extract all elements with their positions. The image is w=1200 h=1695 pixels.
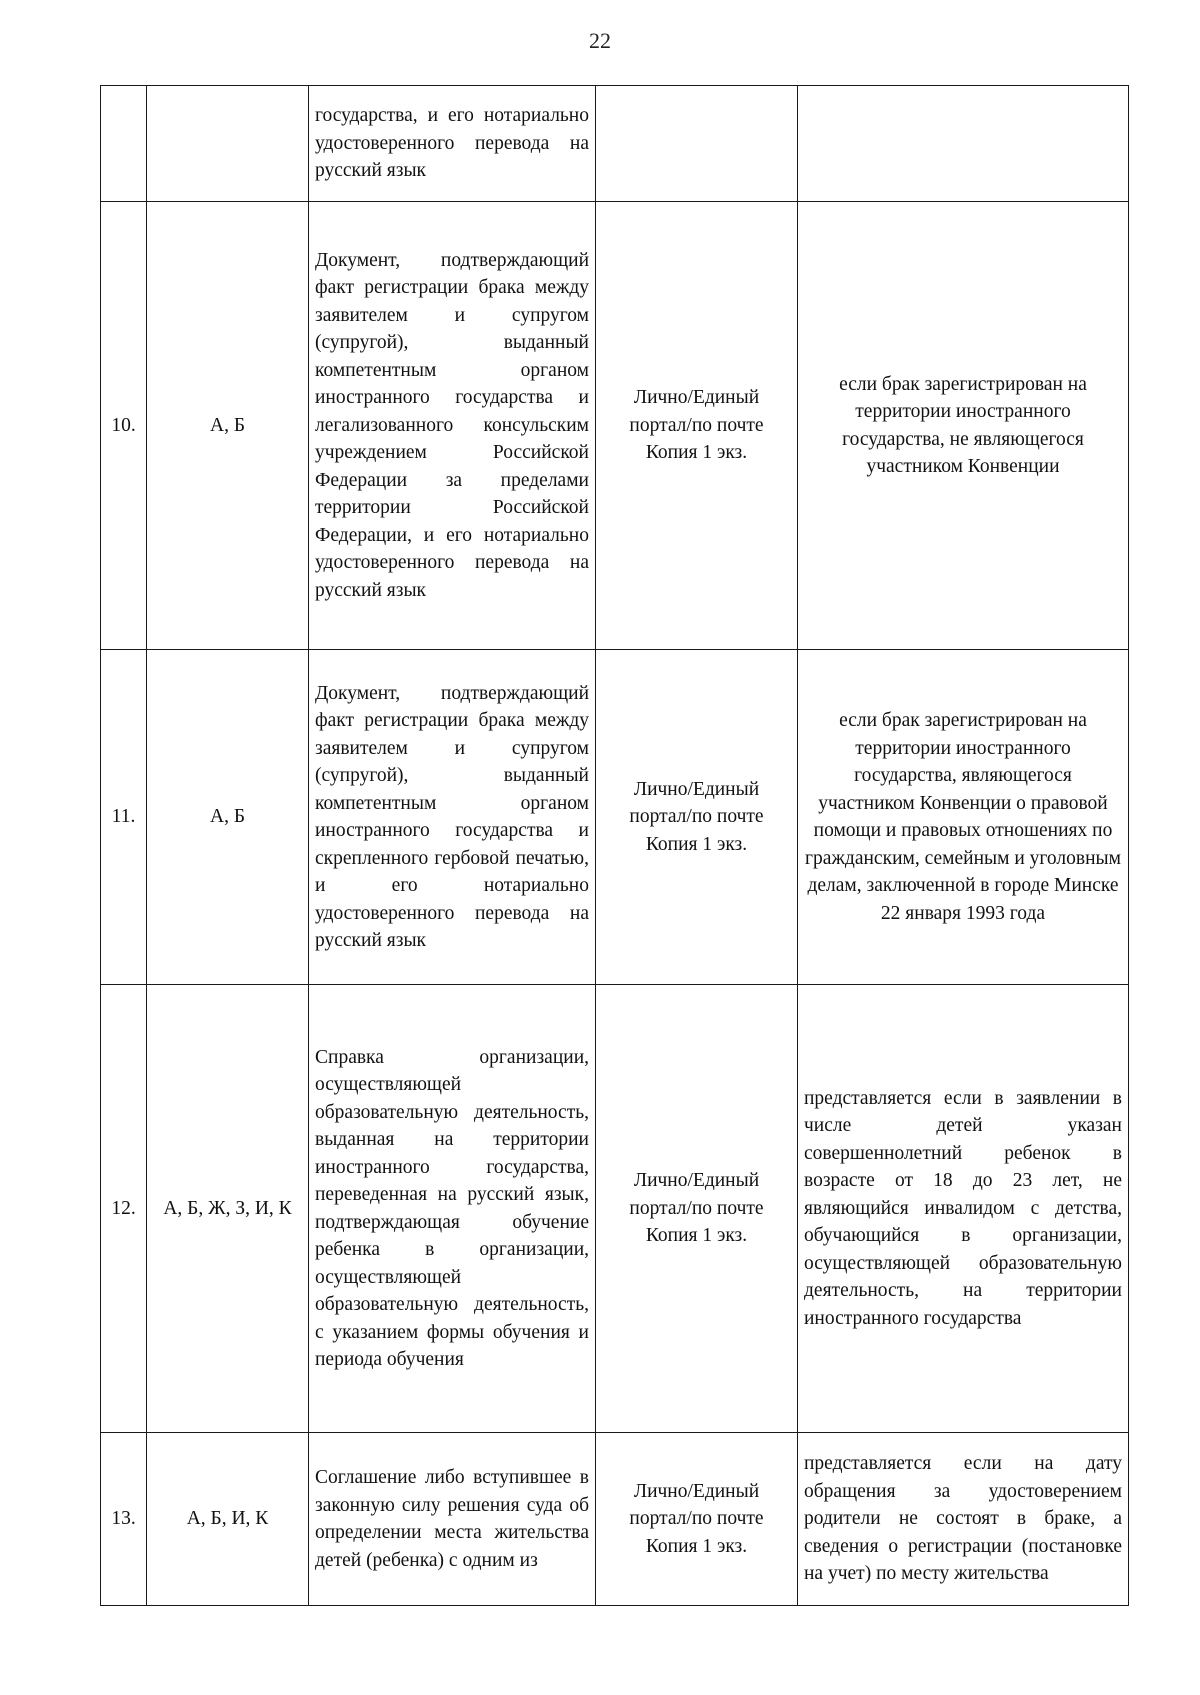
row-condition: представляется если на дату обращения за удостоверением родители не состоят в браке, а сведения о регистрации (постановке на учет) по месту жительства xyxy=(798,1433,1129,1606)
row-method: Лично/Единый портал/по почте Копия 1 экз. xyxy=(596,985,798,1433)
row-document: Справка организации, осуществляющей образовательную деятельность, выданная на территории иностранного государства, переведенная на русский язык, подтверждающая обучение ребенка в организации, осуществляющей образовательную деятельность, с указанием формы обучения и периода обучения xyxy=(309,985,596,1433)
documents-table xyxy=(100,85,1129,1606)
row-number xyxy=(101,86,147,202)
row-condition: если брак зарегистрирован на территории иностранного государства, не являющегося участником Конвенции xyxy=(798,202,1129,650)
table-row xyxy=(101,650,1129,985)
table-row xyxy=(101,1433,1129,1606)
row-categories: А, Б xyxy=(147,650,309,985)
row-document: государства, и его нотариально удостоверенного перевода на русский язык xyxy=(309,86,596,202)
row-document: Документ, подтверждающий факт регистрации брака между заявителем и супругом (супругой), выданный компетентным органом иностранного государства и легализованного консульским учреждением Российской Федерации за пределами территории Российской Федерации, и его нотариально удостоверенного перевода на русский язык xyxy=(309,202,596,650)
row-number: 13. xyxy=(101,1433,147,1606)
row-document: Документ, подтверждающий факт регистрации брака между заявителем и супругом (супругой), выданный компетентным органом иностранного государства и скрепленного гербовой печатью, и его нотариально удостоверенного перевода на русский язык xyxy=(309,650,596,985)
row-categories: А, Б xyxy=(147,202,309,650)
row-number: 12. xyxy=(101,985,147,1433)
row-method xyxy=(596,86,798,202)
table-row xyxy=(101,985,1129,1433)
row-condition: если брак зарегистрирован на территории иностранного государства, являющегося участником Конвенции о правовой помощи и правовых отношениях по гражданским, семейным и уголовным делам, заключенной в городе Минске 22 января 1993 года xyxy=(798,650,1129,985)
row-number: 10. xyxy=(101,202,147,650)
row-condition: представляется если в заявлении в числе детей указан совершеннолетний ребенок в возрасте от 18 до 23 лет, не являющийся инвалидом с детства, обучающийся в организации, осуществляющей образовательную деятельность, на территории иностранного государства xyxy=(798,985,1129,1433)
table-row xyxy=(101,86,1129,202)
table-row xyxy=(101,202,1129,650)
page-number: 22 xyxy=(589,28,611,53)
row-method: Лично/Единый портал/по почте Копия 1 экз. xyxy=(596,650,798,985)
row-categories xyxy=(147,86,309,202)
row-number: 11. xyxy=(101,650,147,985)
row-categories: А, Б, И, К xyxy=(147,1433,309,1606)
row-categories: А, Б, Ж, З, И, К xyxy=(147,985,309,1433)
row-method: Лично/Единый портал/по почте Копия 1 экз. xyxy=(596,1433,798,1606)
row-document: Соглашение либо вступившее в законную силу решения суда об определении места жительства детей (ребенка) с одним из xyxy=(309,1433,596,1606)
row-method: Лично/Единый портал/по почте Копия 1 экз. xyxy=(596,202,798,650)
row-condition xyxy=(798,86,1129,202)
